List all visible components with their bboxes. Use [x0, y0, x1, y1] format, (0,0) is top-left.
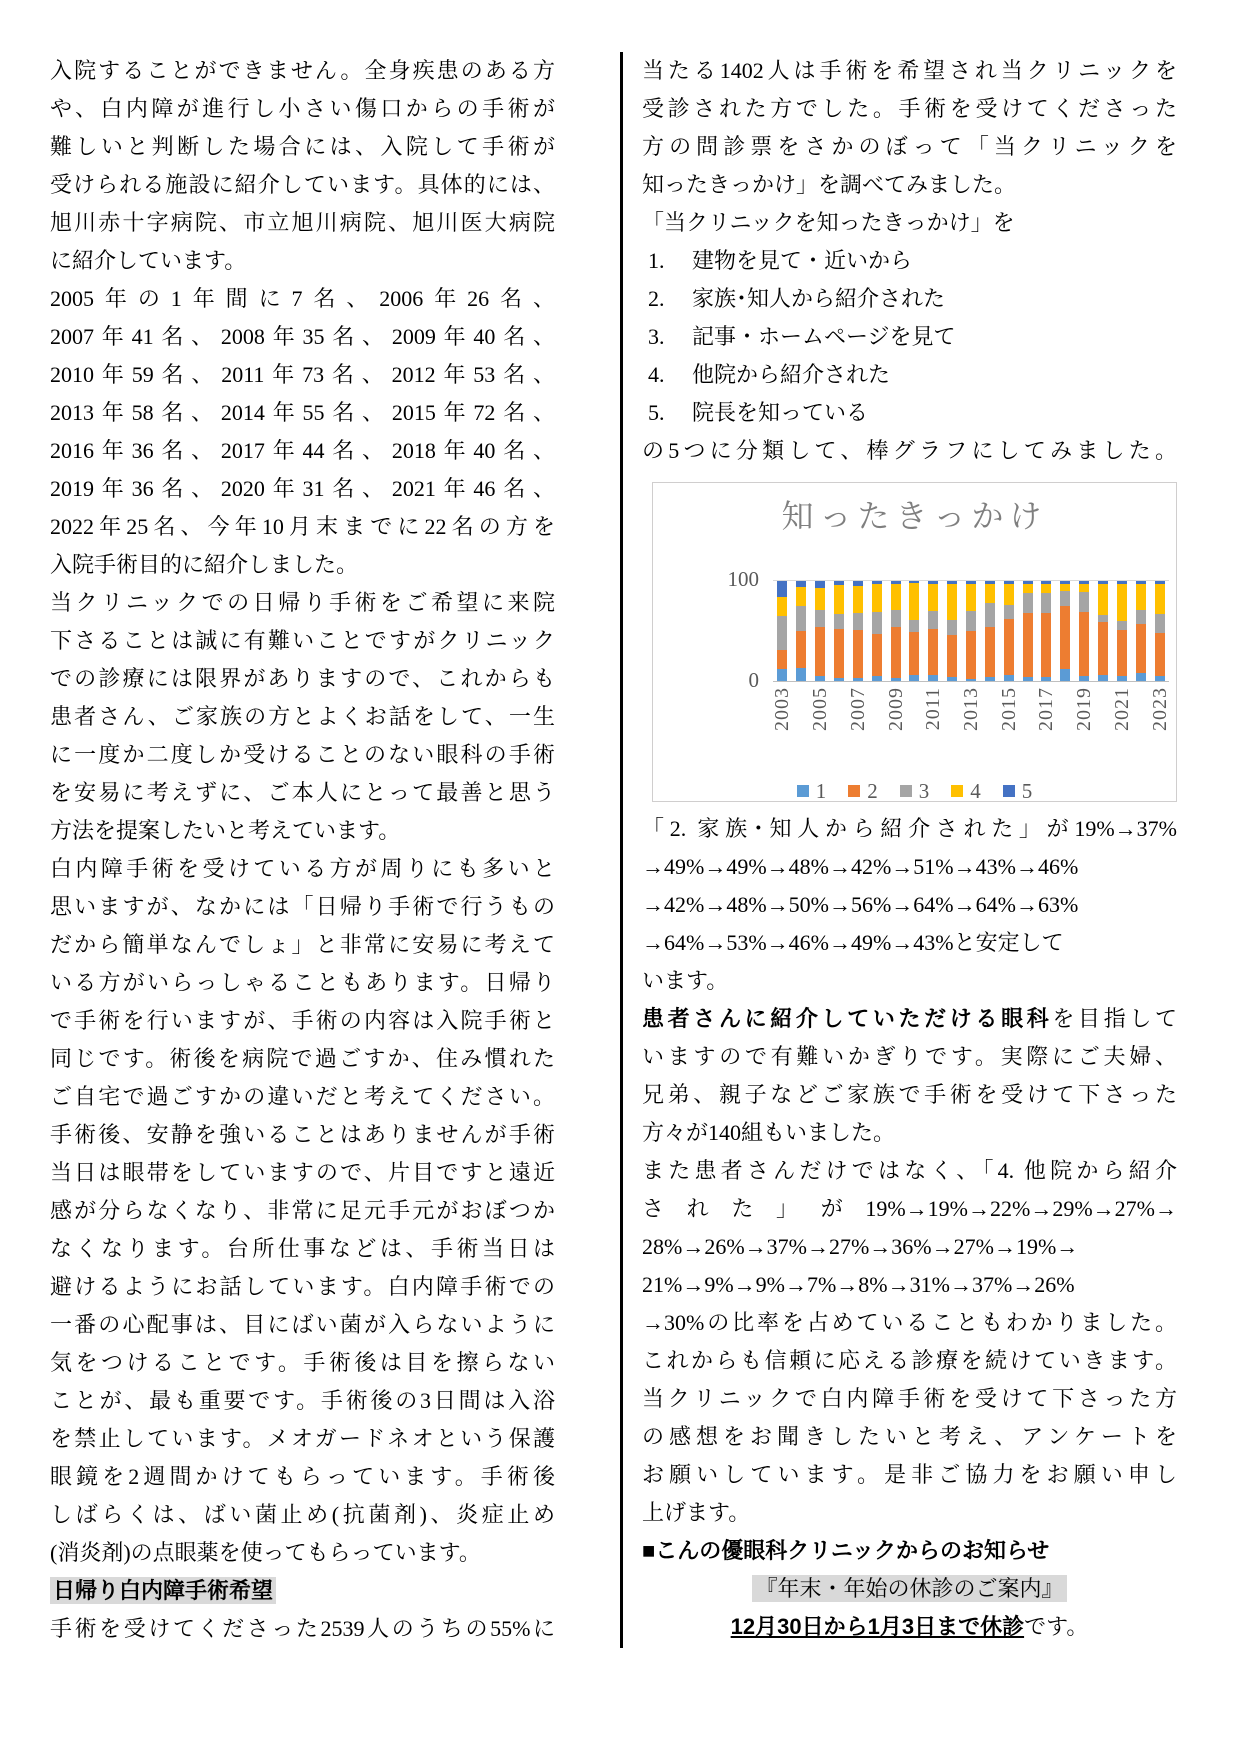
stacked-bar-2023 [1155, 581, 1165, 681]
text-line: の感想をお聞きしたいと考え、アンケートを [642, 1424, 1177, 1449]
list-item-number: 4. [648, 362, 665, 387]
notice-date-main: 12月30日から1月3日まで休診 [730, 1614, 1025, 1639]
stacked-bar-2003 [777, 581, 787, 681]
left-column [50, 52, 555, 1648]
bar-slot [830, 581, 849, 681]
bar-segment-series-1 [1098, 675, 1108, 681]
bar-segment-series-1 [834, 678, 844, 681]
bar-slot [999, 581, 1018, 681]
x-tick-slot [1150, 685, 1169, 771]
text-line: 受けられる施設に紹介しています。具体的には、 [50, 172, 555, 197]
bar-segment-series-1 [947, 677, 957, 681]
text-line: に一度か二度しか受けることのない眼科の手術 [50, 742, 555, 767]
bar-segment-series-5 [777, 581, 787, 597]
text-line: 眼鏡を2週間かけてもらっています。手術後 [50, 1464, 555, 1489]
x-tick-slot [811, 685, 830, 771]
stacked-bar-2008 [872, 581, 882, 681]
text-line: います。 [642, 968, 729, 993]
family-line [642, 1000, 1177, 1038]
stacked-bar-2021 [1117, 581, 1127, 681]
text-line: 上げます。 [642, 1500, 751, 1525]
bar-segment-series-3 [985, 603, 995, 627]
bar-slot [848, 581, 867, 681]
bar-segment-series-4 [1155, 584, 1165, 614]
list-item-number: 5. [648, 400, 665, 425]
bar-segment-series-3 [1023, 593, 1033, 613]
text-line: 当日は眼帯をしていますので、片目ですと遠近 [50, 1160, 555, 1185]
stacked-bar-2014 [985, 581, 995, 681]
right-paragraph-4 [642, 1152, 1177, 1532]
list-item-label: 記事・ホームページを見て [692, 324, 956, 349]
text-line: 方の問診票をさかのぼって「当クリニックを [642, 134, 1177, 159]
stacked-bar-2017 [1041, 581, 1051, 681]
x-tick-slot [924, 685, 943, 771]
list-item [642, 242, 1177, 280]
bar-segment-series-3 [796, 606, 806, 631]
x-tick-slot [1075, 685, 1094, 771]
text-line: 2007年41名、2008年35名、2009年40名、 [50, 324, 555, 349]
bar-slot [773, 581, 792, 681]
bar-segment-series-2 [853, 630, 863, 678]
bar-segment-series-4 [853, 586, 863, 613]
text-line: 気をつけることです。手術後は目を擦らない [50, 1350, 555, 1375]
bar-segment-series-3 [1060, 591, 1070, 606]
chart-plot-area [773, 580, 1169, 682]
bar-segment-series-4 [796, 587, 806, 606]
legend-swatch [951, 785, 963, 797]
bar-segment-series-2 [815, 627, 825, 676]
left-last-line: 手術を受けてくださった2539人のうちの55%に [50, 1616, 555, 1641]
bar-slot [867, 581, 886, 681]
list-item-label: 家族･知人から紹介された [692, 286, 946, 311]
bar-segment-series-4 [1023, 584, 1033, 593]
bar-segment-series-3 [777, 616, 787, 650]
bar-segment-series-4 [1098, 584, 1108, 615]
family-line-bold: 患者さんに紹介していただける眼科 [642, 1006, 1053, 1031]
x-tick-label: 2009 [884, 687, 907, 731]
text-line: お願いしています。是非ご協力をお願い申し [642, 1462, 1177, 1487]
text-line: 「2. 家族･知人から紹介された」が19%→37% [642, 816, 1177, 841]
x-tick-label: 2017 [1035, 687, 1058, 731]
stacked-bar-2020 [1098, 581, 1108, 681]
text-line: 一番の心配事は、目にばい菌が入らないように [50, 1312, 555, 1337]
x-tick-slot [848, 685, 867, 771]
text-line: (消炎剤)の点眼薬を使ってもらっています。 [50, 1540, 481, 1565]
text-line: 避けるようにお話しています。白内障手術での [50, 1274, 555, 1299]
text-line: 2013年58名、2014年55名、2015年72名、 [50, 400, 555, 425]
stacked-bar-2005 [815, 581, 825, 681]
text-line: →30%の比率を占めていることもわかりました。 [642, 1310, 1177, 1335]
text-line: を安易に考えずに、ご本人にとって最善と思う [50, 780, 555, 805]
bar-segment-series-3 [815, 610, 825, 627]
text-line: に紹介しています。 [50, 248, 247, 273]
bar-slot [1150, 581, 1169, 681]
list-item [642, 318, 1177, 356]
x-tick-slot [962, 685, 981, 771]
text-line: 2016年36名、2017年44名、2018年40名、 [50, 438, 555, 463]
bar-segment-series-4 [872, 584, 882, 612]
bar-slot [943, 581, 962, 681]
stacked-bar-2010 [909, 581, 919, 681]
list-item-number: 3. [648, 324, 665, 349]
bar-segment-series-3 [909, 620, 919, 632]
bar-segment-series-1 [853, 678, 863, 681]
right-paragraph-2 [642, 810, 1177, 1000]
text-line: 知ったきっかけ」を調べてみました。 [642, 172, 1017, 197]
bar-segment-series-3 [966, 611, 976, 631]
x-tick-label: 2021 [1110, 687, 1133, 731]
legend-label: 2 [867, 779, 878, 803]
x-tick-label: 2005 [809, 687, 832, 731]
bar-segment-series-2 [1117, 630, 1127, 676]
bar-segment-series-4 [777, 597, 787, 616]
reason-list [642, 242, 1177, 432]
notice-date-line [642, 1608, 1177, 1646]
chart-legend [653, 772, 1176, 810]
list-item-label: 院長を知っている [692, 400, 869, 425]
text-line: 2022年25名、今年10月末までに22名の方を [50, 514, 555, 539]
left-column-text [50, 52, 555, 1572]
text-line: →42%→48%→50%→56%→64%→64%→63% [642, 892, 1079, 917]
x-tick-label: 2019 [1073, 687, 1096, 731]
x-tick-slot [999, 685, 1018, 771]
bar-segment-series-4 [966, 584, 976, 611]
bar-segment-series-3 [1117, 621, 1127, 630]
legend-item-5 [1003, 772, 1033, 810]
bar-segment-series-2 [909, 632, 919, 675]
list-item [642, 394, 1177, 432]
bar-slot [980, 581, 999, 681]
bar-segment-series-3 [853, 613, 863, 630]
bar-segment-series-1 [909, 675, 919, 681]
list-item [642, 280, 1177, 318]
text-line: 入院することができません。全身疾患のある方 [50, 58, 555, 83]
bar-segment-series-4 [1117, 584, 1127, 621]
bar-slot [886, 581, 905, 681]
text-line: や、白内障が進行し小さい傷口からの手術が [50, 96, 555, 121]
x-axis-labels [773, 685, 1169, 771]
bar-slot [1037, 581, 1056, 681]
x-tick-label: 2023 [1148, 687, 1171, 731]
stacked-bar-chart [652, 482, 1177, 802]
notice-heading: ■こんの優眼科クリニックからのお知らせ [642, 1538, 1050, 1563]
x-tick-slot [1112, 685, 1131, 771]
bar-slot [1075, 581, 1094, 681]
text-line: これからも信頼に応える診療を続けていきます。 [642, 1348, 1177, 1373]
column-divider [620, 52, 623, 1648]
legend-item-2 [848, 772, 878, 810]
bar-segment-series-4 [985, 584, 995, 603]
text-line: 「当クリニックを知ったきっかけ」を [642, 210, 1015, 235]
bar-segment-series-3 [947, 620, 957, 635]
bar-segment-series-4 [1079, 584, 1089, 592]
x-tick-label: 2011 [922, 687, 945, 731]
text-line: 難しいと判断した場合には、入院して手術が [50, 134, 555, 159]
notice-sub-line [642, 1570, 1177, 1608]
bar-segment-series-1 [1004, 675, 1014, 681]
legend-label: 4 [970, 779, 981, 803]
bar-segment-series-1 [1155, 676, 1165, 681]
bar-segment-series-1 [1079, 676, 1089, 681]
bar-segment-series-2 [928, 629, 938, 675]
text-line: いますので有難いかぎりです。実際にご夫婦、 [642, 1044, 1177, 1069]
legend-swatch [848, 785, 860, 797]
text-line: 2019年36名、2020年31名、2021年46名、 [50, 476, 555, 501]
bar-slot [1094, 581, 1113, 681]
stacked-bar-2004 [796, 581, 806, 681]
bar-segment-series-2 [834, 629, 844, 678]
bar-slot [962, 581, 981, 681]
list-item-label: 建物を見て・近いから [692, 248, 913, 273]
x-tick-label: 2007 [846, 687, 869, 731]
bar-slot [1056, 581, 1075, 681]
bar-segment-series-3 [1041, 593, 1051, 613]
text-line: →64%→53%→46%→49%→43%と安定して [642, 930, 1064, 955]
list-item-label: 他院から紹介された [692, 362, 891, 387]
x-tick-label: 2015 [997, 687, 1020, 731]
bar-segment-series-2 [1098, 622, 1108, 675]
text-line: なくなります。台所仕事などは、手術当日は [50, 1236, 555, 1261]
bar-segment-series-4 [947, 584, 957, 620]
text-line: された」が19%→19%→22%→29%→27%→ [642, 1196, 1177, 1221]
stacked-bar-2006 [834, 581, 844, 681]
bar-segment-series-1 [1117, 676, 1127, 681]
legend-label: 1 [815, 779, 827, 803]
text-line: 方々が140組もいました。 [642, 1120, 896, 1145]
notice-sub: 『年末・年始の休診のご案内』 [752, 1575, 1066, 1602]
bar-segment-series-1 [966, 679, 976, 681]
bar-slot [811, 581, 830, 681]
bar-segment-series-3 [1004, 605, 1014, 619]
bar-segment-series-1 [985, 677, 995, 681]
text-line: ご自宅で過ごすかの違いだと考えてください。 [50, 1084, 555, 1109]
text-line: 入院手術目的に紹介しました。 [50, 552, 359, 577]
bar-slot [924, 581, 943, 681]
text-line: 下さることは誠に有難いことですがクリニック [50, 628, 555, 653]
bar-segment-series-1 [815, 676, 825, 681]
bar-slot [792, 581, 811, 681]
right-paragraph-3 [642, 1038, 1177, 1152]
bar-segment-series-4 [909, 583, 919, 620]
text-line: を禁止しています。メオガードネオという保護 [50, 1426, 555, 1451]
bar-segment-series-2 [1155, 633, 1165, 676]
bar-segment-series-4 [834, 585, 844, 614]
bar-segment-series-2 [891, 627, 901, 678]
bar-segment-series-2 [796, 631, 806, 668]
bar-segment-series-4 [815, 588, 825, 610]
bar-segment-series-4 [1060, 584, 1070, 591]
right-column [642, 52, 1177, 1648]
text-line: 受診された方でした。手術を受けてくださった [642, 96, 1177, 121]
bar-segment-series-1 [891, 678, 901, 681]
stacked-bar-2016 [1023, 581, 1033, 681]
right-paragraph-1 [642, 52, 1177, 242]
text-line: だから簡単なんでしょ」と非常に安易に考えて [50, 932, 555, 957]
bar-segment-series-3 [872, 612, 882, 634]
text-line: 兄弟、親子などご家族で手術を受けて下さった [642, 1082, 1177, 1107]
bar-segment-series-4 [891, 584, 901, 610]
text-line: 患者さん、ご家族の方とよくお話をして、一生 [50, 704, 555, 729]
text-line: 手術後、安静を強いることはありませんが手術 [50, 1122, 555, 1147]
bar-segment-series-2 [1023, 613, 1033, 677]
bar-segment-series-3 [1079, 592, 1089, 612]
stacked-bar-2013 [966, 581, 976, 681]
text-line: で手術を行いますが、手術の内容は入院手術と [50, 1008, 555, 1033]
list-item-number: 1. [648, 248, 665, 273]
bar-segment-series-3 [891, 610, 901, 627]
text-line: での診療には限界がありますので、これからも [50, 666, 555, 691]
legend-label: 5 [1021, 779, 1033, 803]
x-tick-slot [773, 685, 792, 771]
y-axis-tick-100: 100 [727, 567, 759, 591]
bar-segment-series-2 [872, 634, 882, 676]
text-line: 当クリニックでの日帰り手術をご希望に来院 [50, 590, 555, 615]
bar-segment-series-2 [1041, 613, 1051, 677]
stacked-bar-2011 [928, 581, 938, 681]
bar-segment-series-4 [1004, 584, 1014, 605]
bar-segment-series-4 [1136, 584, 1146, 610]
text-line: 2005年の1年間に7名、2006年26名、 [50, 286, 555, 311]
x-tick-label: 2013 [960, 687, 983, 731]
text-line: 感が分らなくなり、非常に足元手元がおぼつか [50, 1198, 555, 1223]
bar-segment-series-3 [1136, 610, 1146, 624]
bar-slot [905, 581, 924, 681]
two-column-layout [50, 52, 1240, 1648]
text-line: また患者さんだけではなく、「4. 他院から紹介 [642, 1158, 1177, 1183]
stacked-bar-2007 [853, 581, 863, 681]
bar-segment-series-2 [777, 650, 787, 669]
legend-item-4 [951, 772, 981, 810]
bar-segment-series-2 [1079, 612, 1089, 676]
list-item-number: 2. [648, 286, 665, 311]
legend-item-1 [797, 772, 827, 810]
bar-segment-series-4 [928, 584, 938, 611]
legend-label: 3 [918, 779, 930, 803]
x-tick-slot [1037, 685, 1056, 771]
x-tick-label: 2003 [771, 687, 794, 731]
text-line: ことが、最も重要です。手術後の3日間は入浴 [50, 1388, 555, 1413]
bar-segment-series-1 [777, 669, 787, 681]
text-line: 2010年59名、2011年73名、2012年53名、 [50, 362, 555, 387]
bar-segment-series-1 [796, 668, 806, 681]
bar-segment-series-2 [966, 631, 976, 679]
y-axis-tick-0: 0 [748, 668, 759, 692]
text-line: →49%→49%→48%→42%→51%→43%→46% [642, 854, 1079, 879]
text-line: 旭川赤十字病院、市立旭川病院、旭川医大病院 [50, 210, 555, 235]
text-line: 当たる1402人は手術を希望され当クリニックを [642, 58, 1177, 83]
bar-segment-series-2 [947, 635, 957, 677]
x-tick-slot [886, 685, 905, 771]
text-line: 21%→9%→9%→7%→8%→31%→37%→26% [642, 1272, 1075, 1297]
text-line: いる方がいらっしゃることもあります。日帰り [50, 970, 555, 995]
stacked-bar-2018 [1060, 581, 1070, 681]
bar-segment-series-2 [985, 627, 995, 677]
notice-date-tail: です。 [1024, 1614, 1089, 1639]
text-line: 白内障手術を受けている方が周りにも多いと [50, 856, 555, 881]
text-line: 28%→26%→37%→27%→36%→27%→19%→ [642, 1234, 1079, 1259]
chart-title: 知ったきっかけ [781, 498, 1048, 534]
legend-swatch [1003, 785, 1015, 797]
stacked-bar-2019 [1079, 581, 1089, 681]
stacked-bar-2015 [1004, 581, 1014, 681]
bar-slot [1131, 581, 1150, 681]
bar-segment-series-3 [928, 611, 938, 629]
bar-segment-series-3 [834, 614, 844, 629]
bar-segment-series-1 [1023, 677, 1033, 681]
legend-swatch [797, 785, 809, 797]
text-line: 方法を提案したいと考えています。 [50, 818, 401, 843]
section-heading: 日帰り白内障手術希望 [50, 1577, 276, 1604]
family-line-rest: を目指して [1052, 1006, 1177, 1031]
text-line: しばらくは、ばい菌止め(抗菌剤)、炎症止め [50, 1502, 555, 1527]
legend-item-3 [900, 772, 930, 810]
bar-segment-series-1 [1041, 677, 1051, 681]
list-item [642, 356, 1177, 394]
text-line: 同じです。術後を病院で過ごすか、住み慣れた [50, 1046, 555, 1071]
bar-segment-series-3 [1155, 614, 1165, 633]
bar-segment-series-1 [1136, 673, 1146, 681]
stacked-bar-2009 [891, 581, 901, 681]
after-list-line: の5つに分類して、棒グラフにしてみました。 [642, 438, 1177, 463]
bar-slot [1018, 581, 1037, 681]
bar-segment-series-1 [872, 676, 882, 681]
bar-segment-series-1 [928, 675, 938, 681]
stacked-bar-2022 [1136, 581, 1146, 681]
bar-segment-series-3 [1098, 615, 1108, 622]
bar-segment-series-1 [1060, 669, 1070, 681]
stacked-bar-2012 [947, 581, 957, 681]
text-line: 当クリニックで白内障手術を受けて下さった方 [642, 1386, 1177, 1411]
bar-segment-series-2 [1060, 606, 1070, 669]
bar-segment-series-2 [1136, 624, 1146, 673]
bar-segment-series-2 [1004, 619, 1014, 675]
text-line: 思いますが、なかには「日帰り手術で行うもの [50, 894, 555, 919]
bar-segment-series-4 [1041, 584, 1051, 593]
bar-segment-series-5 [815, 581, 825, 588]
bar-slot [1112, 581, 1131, 681]
section-heading-line [50, 1572, 555, 1610]
legend-swatch [900, 785, 912, 797]
